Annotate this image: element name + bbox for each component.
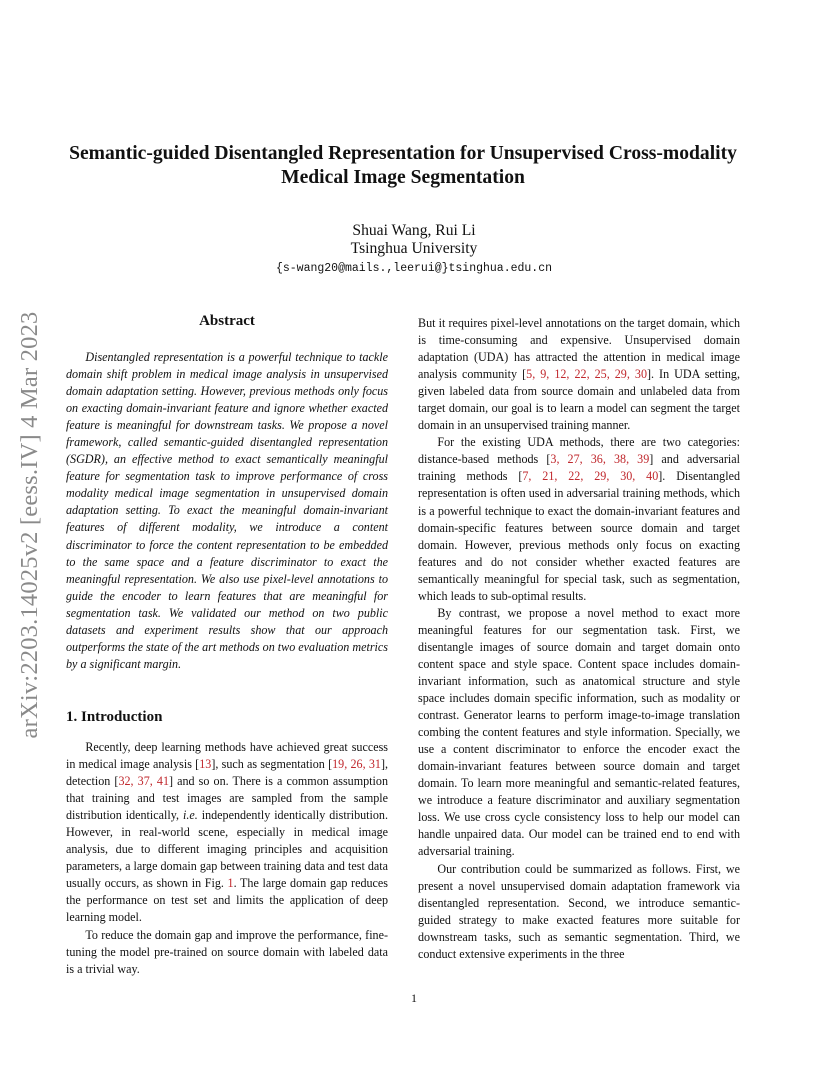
intro-paragraph-3: For the existing UDA methods, there are two categories: distance-based methods [3, 27, 36, 38, 39] and adversarial training methods [7, 21, 22, 29, 30, 40]. Disentangled representation is often used in adversarial training methods, which is a powerful technique to exact the domain-invariant features and domain-specific features between source domain and target domain. However, previous methods only focus on exacting features and do not consider whether exacted features are semantically meaningful for special task, such as segmentation, which leads to sub-optimal results.	[418, 435, 741, 603]
intro-paragraph-2-continued: But it requires pixel-level annotations on the target domain, which is time-consuming and expensive. Unsupervised domain adaptation (UDA) has attracted the attention in medical image analysis community [5, 9, 12, 22, 25, 29, 30]. In UDA setting, given labeled data from source domain and unlabeled data from target domain, our goal is to learn a model can segment the target domain in an unsupervised training manner.	[418, 316, 740, 433]
paper-title	[60, 142, 746, 190]
citation-link[interactable]: 13	[199, 757, 212, 772]
abstract-heading: Abstract	[199, 313, 255, 329]
figure-link[interactable]: 1	[227, 876, 234, 891]
right-column	[418, 315, 740, 963]
citation-link[interactable]: 19, 26, 31	[332, 757, 381, 772]
title-line-1: Semantic-guided Disentangled Representation for Unsupervised Cross-modality	[69, 143, 737, 164]
affiliation: Tsinghua University	[350, 240, 478, 257]
citation-link[interactable]: 7, 21, 22, 29, 30, 40	[522, 469, 659, 484]
authors: Shuai Wang, Rui Li	[352, 222, 476, 239]
page-number: 1	[411, 991, 417, 1005]
introduction-left-column	[66, 739, 388, 978]
abstract-paragraph: Disentangled representation is a powerful technique to tackle domain shift problem in medical image analysis in unsupervised domain adaptation setting. However, previous methods only focus on exacting domain-invariant feature and ignore whether exacted feature is meaningful for downstream tasks. We propose a novel framework, called semantic-guided disentangled representation (SGDR), an effective method to exact semantically meaningful feature for segmentation task to improve performance of cross modality medical image segmentation in unsupervised domain adaptation setting. To exact the meaningful domain-invariant features of different modality, we introduce a content discriminator to force the content representation to be embedded to the same space and a feature discriminator to exact the meaningful representation. We also use pixel-level annotations to guide the encoder to learn features that are meaningful for segmentation task. We validated our method on two public datasets and experiment results show that our approach outperforms the state of the art methods on two evaluation metrics by a significant margin.	[66, 350, 388, 671]
abstract-body	[66, 349, 388, 673]
intro-paragraph-1: Recently, deep learning methods have achieved great success in medical image analysis [13], such as segmentation [19, 26, 31], detection [32, 37, 41] and so on. There is a common assumption that training and test images are sampled from the sample distribution identically, i.e. independently identically distribution. However, in real-world scene, especially in medical image analysis, due to different imaging principles and acquisition parameters, a large domain gap between training data and test data usually occurs, as shown in Fig. 1. The large domain gap reduces the performance on test set and limits the application of deep learning model.	[66, 740, 388, 925]
citation-link[interactable]: 32, 37, 41	[118, 774, 169, 789]
title-line-2: Medical Image Segmentation	[281, 167, 525, 188]
citation-link[interactable]: 5, 9, 12, 22, 25, 29, 30	[526, 367, 647, 382]
citation-link[interactable]: 3, 27, 36, 38, 39	[550, 452, 650, 467]
intro-paragraph-5: Our contribution could be summarized as follows. First, we present a novel unsupervised domain adaptation framework via disentangled representation. Second, we introduce semantic-guided strategy to make exacted features more suitable for downstream tasks, such as semantic segmentation. Third, we conduct extensive experiments in the three	[418, 861, 740, 961]
email: {s-wang20@mails.,leerui@}tsinghua.edu.cn	[275, 262, 553, 275]
intro-paragraph-2: To reduce the domain gap and improve the performance, fine-tuning the model pre-trained on source domain with labeled data is a trivial way.	[66, 927, 388, 976]
section-heading-introduction: 1. Introduction	[66, 709, 163, 725]
intro-paragraph-4: By contrast, we propose a novel method to exact more meaningful features for our segmentation task. First, we disentangle images of source domain and target domain onto content space and style space. Content space includes domain-invariant information, such as anatomical structure and style space includes domain specific information, such as modality or contrast. Generator learns to perform image-to-image translation combing the content features and style information. Specially, we use a content discriminator to enforce the encoder exact the domain-invariant features between source domain and target domain. To learn more meaningful and semantic-related features, we introduce a feature discriminator and auxiliary segmentation loss. We use cross cycle consistency loss to help our model can handle unpaired data. Our model can be trained end to end with adversarial training.	[418, 605, 740, 859]
arxiv-stamp: arXiv:2203.14025v2 [eess.IV] 4 Mar 2023	[16, 311, 43, 739]
